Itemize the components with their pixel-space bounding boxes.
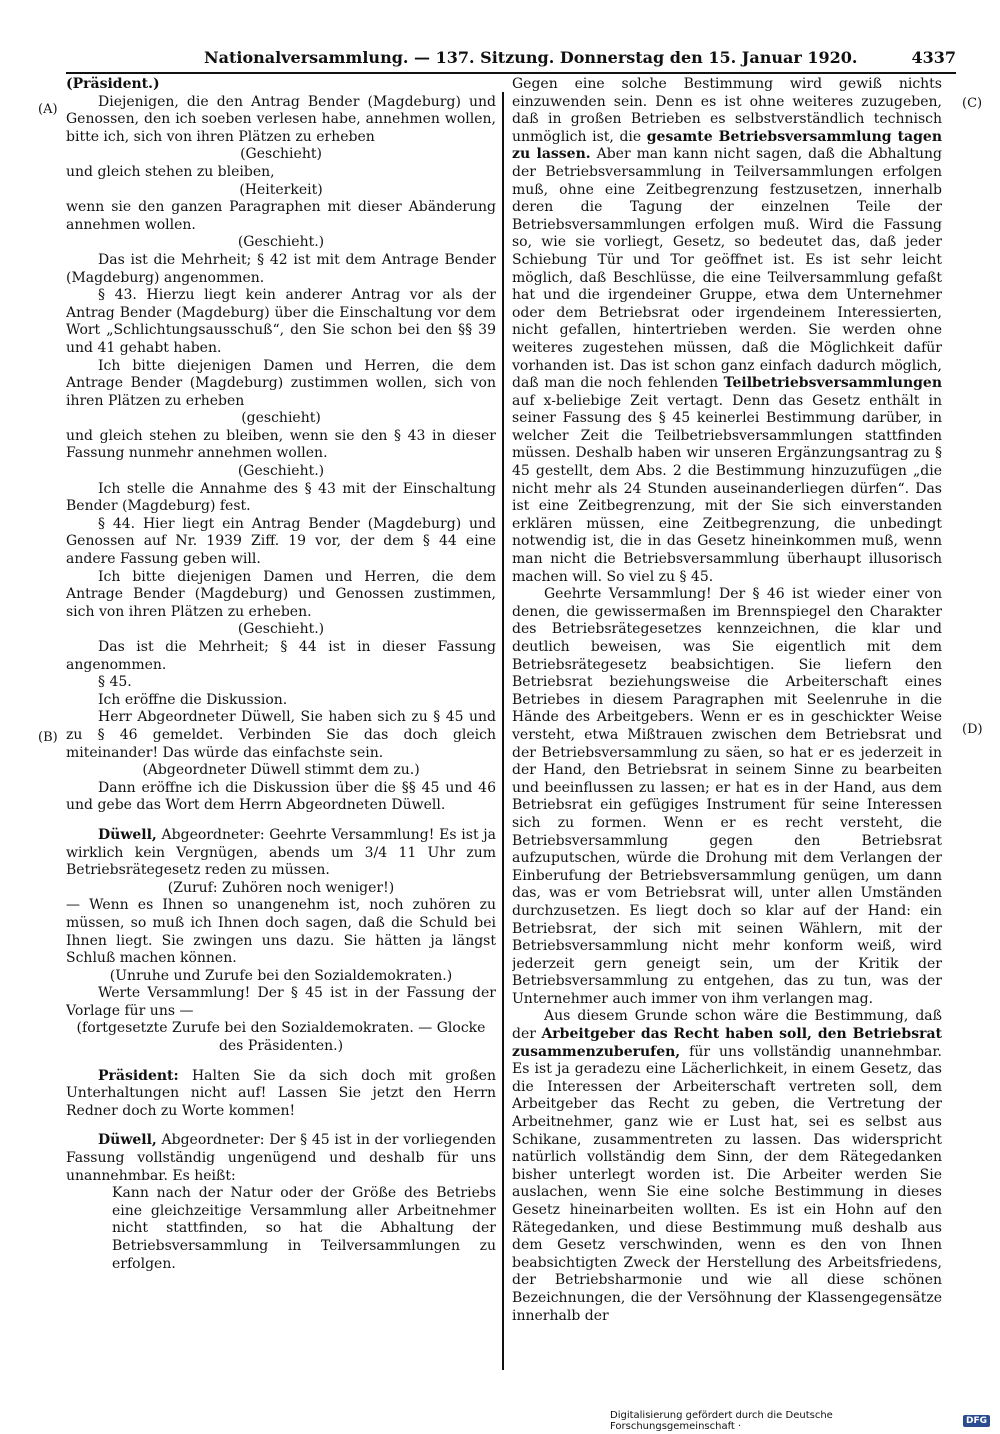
- text-run: Gegen eine solche Bestimmung wird gewiß nichts einzuwenden sein. Denn es ist ohne weiteres zuzugeben, daß in großen Betrieben es selbstverständlich technisch unmöglich ist, die: [512, 76, 942, 145]
- paragraph: Werte Versammlung! Der § 45 ist in der Fassung der Vorlage für uns —: [66, 985, 496, 1019]
- stage-direction: (fortgesetzte Zurufe bei den Sozialdemokraten. — Glocke des Präsidenten.): [76, 1020, 486, 1055]
- paragraph: Ich stelle die Annahme des § 43 mit der Einschaltung Bender (Magdeburg) fest.: [66, 480, 496, 515]
- column-divider: [502, 92, 504, 1370]
- speaker-name: Düwell,: [98, 826, 157, 843]
- text-run: Aber man kann nicht sagen, daß die Abhaltung der Betriebsversammlung in Teilversammlungen erfolgen muß, ohne eine Zeitbegrenzung festzusetzen, innerhalb deren die Tagung der einzelnen Teile der Betriebsversammlungen erfolgen muß. Wird die Fassung so, wie sie vorliegt, Gesetz, so bedeutet das, daß jeder Schiebung Tür und Tor geöffnet ist. Es ist sehr leicht möglich, daß Beschlüsse, die eine Teilversammlung gefaßt hat und die irgendeiner Gruppe, etwa dem Unternehmer oder dem Betriebsrat oder irgendeinem Interessierten, nicht gefallen, hintertrieben werden. Sie werden ohne weiteres zugestehen müssen, daß die Möglichkeit dafür vorhanden ist. Das ist schon ganz einfach dadurch möglich, daß man die noch fehlenden: [512, 146, 942, 392]
- speech-text: Abgeordneter: Der § 45 ist in der vorliegenden Fassung vollständig ungenügend und deshalb für uns unannehmbar. Es heißt:: [66, 1132, 496, 1184]
- paragraph: Diejenigen, die den Antrag Bender (Magdeburg) und Genossen, den ich soeben verlesen habe, annehmen wollen, bitte ich, sich von ihren Plätzen zu erheben: [66, 93, 496, 145]
- section-heading: § 45.: [98, 674, 132, 691]
- emphasis: gesamte Betriebsversammlung tagen zu lassen.: [512, 128, 942, 163]
- text-run: auf x-beliebige Zeit vertagt. Denn das Gesetz enthält in seiner Fassung des § 45 keinerlei Bestimmung darüber, in welcher Zeit die Teilbetriebsversammlungen stattfinden müssen. Deshalb haben wir unseren Ergänzungsantrag zu § 45 gestellt, dem Abs. 2 die Bestimmung hinzuzufügen „die nicht mehr als 24 Stunden auseinanderliegen dürfen“. Das ist eine Zeitbegrenzung, mit der Sie sich einverstanden erklären müssen, eine Zeitbegrenzung, die unbedingt notwendig ist, die in das Gesetz hineinkommen muß, wenn man nicht die Betriebsversammlung überhaupt illusorisch machen will. So viel zu § 45.: [512, 392, 942, 585]
- paragraph: § 43. Hierzu liegt kein anderer Antrag vor als der Antrag Bender (Magdeburg) über die Einschaltung vor dem Wort „Schlichtungsausschuß“, den Sie schon bei den §§ 39 und 41 gehabt haben.: [66, 287, 496, 356]
- paragraph: Ich bitte diejenigen Damen und Herren, die dem Antrage Bender (Magdeburg) und Genossen zustimmen, sich von ihren Plätzen zu erheben.: [66, 568, 496, 620]
- paragraph: § 44. Hier liegt ein Antrag Bender (Magdeburg) und Genossen auf Nr. 1939 Ziff. 19 vor, der dem § 44 eine andere Fassung geben will.: [66, 515, 496, 568]
- speech: [66, 1068, 496, 1121]
- paragraph: Herr Abgeordneter Düwell, Sie haben sich zu § 45 und zu § 46 gemeldet. Verbinden Sie das doch gleich miteinander! Das würde das einfachste sein.: [66, 709, 496, 761]
- speaker-label: (Präsident.): [66, 76, 160, 92]
- margin-marker-a: (A): [38, 102, 58, 117]
- paragraph: Geehrte Versammlung! Der § 46 ist wieder einer von denen, die gewissermaßen im Brennspiegel den Charakter des Betriebsrätegesetzes kennzeichnen, die klar und deutlich beweisen, was Sie eigentlich mit dem Betriebsrätegesetz beabsichtigen. Sie liefern den Betriebsrat beziehungsweise die Arbeiterschaft eines Betriebes in diesem Paragraphen mit Seelenruhe in die Hände des Arbeitgebers. Wenn er es in geschickter Weise versteht, etwa Mißtrauen zwischen dem Betriebsrat und der Betriebsversammlung zu säen, so hat er es jederzeit in der Hand, den Betriebsrat in seinem Sinne zu bearbeiten und beeinflussen zu lassen; er hat es in der Hand, aus dem Betriebsrat ein gefügiges Instrument für seine Interessen sich zu formen. Wenn er es recht versteht, die Betriebsversammlung gegen den Betriebsrat aufzuputschen, würde die Drohung mit dem Verlangen der Einberufung der Betriebsversammlung genügen, um dann das, was er vom Betriebsrat will, unter allen Umständen durchzusetzen. Es liegt doch so klar auf der Hand: ein Betriebsrat, der sich mit seinen Wählern, mit der Betriebsversammlung nicht mehr konform weiß, wird jederzeit gern geneigt sein, um der Kritik der Betriebsversammlung zu entgehen, das zu tun, was der Unternehmer auch immer von ihm verlangen mag.: [512, 586, 942, 1007]
- paragraph: — Wenn es Ihnen so unangenehm ist, noch zuhören zu müssen, so muß ich Ihnen doch sagen, daß die Schuld bei Ihnen liegt. Sie zwingen uns dazu. Sie hätten ja längst Schluß machen können.: [66, 897, 496, 967]
- page-number: 4337: [911, 48, 956, 67]
- paragraph: wenn sie den ganzen Paragraphen mit dieser Abänderung annehmen wollen.: [66, 199, 496, 233]
- paragraph: und gleich stehen zu bleiben, wenn sie den § 43 in dieser Fassung nunmehr annehmen wollen.: [66, 427, 496, 462]
- emphasis: Teilbetriebsversammlungen: [723, 375, 942, 392]
- digitization-footer: [610, 1410, 990, 1432]
- right-column: [512, 76, 942, 1376]
- margin-marker-b: (B): [38, 730, 58, 745]
- stage-direction: (Geschieht.): [237, 234, 325, 251]
- stage-direction: (Geschieht.): [237, 621, 325, 638]
- header-rule: [66, 72, 956, 74]
- text-run: Aus diesem Grunde schon wäre die Bestimmung, daß der: [512, 1008, 942, 1043]
- block-quote: Kann nach der Natur oder der Größe des Betriebs eine gleichzeitige Versammlung aller Arbeitnehmer nicht stattfinden, so hat die Abhaltung der Betriebsversammlung in Teilversammlungen zu erfolgen.: [112, 1185, 496, 1272]
- speech-text: Abgeordneter: Geehrte Versammlung! Es ist ja wirklich kein Vergnügen, abends um 3/4 11 Uhr zum Betriebsrätegesetz reden zu müssen.: [66, 826, 496, 879]
- footer-text: Digitalisierung gefördert durch die Deutsche Forschungsgemeinschaft ·: [610, 1410, 833, 1432]
- speech: [66, 1132, 496, 1185]
- stage-direction: (Abgeordneter Düwell stimmt dem zu.): [142, 762, 420, 779]
- margin-marker-c: (C): [962, 96, 983, 111]
- paragraph: Ich bitte diejenigen Damen und Herren, die dem Antrage Bender (Magdeburg) zustimmen wollen, sich von ihren Plätzen zu erheben: [66, 357, 496, 409]
- stage-direction: (Heiterkeit): [239, 181, 323, 198]
- speaker-name: Düwell,: [98, 1132, 157, 1149]
- emphasis: Arbeitgeber das Recht haben soll, den Betriebsrat zusammenzuberufen,: [512, 1026, 942, 1060]
- speech: [66, 827, 496, 880]
- stage-direction: (geschieht): [241, 410, 321, 427]
- left-column: [66, 76, 496, 1376]
- stage-direction: (Unruhe und Zurufe bei den Sozialdemokraten.): [109, 967, 453, 984]
- dfg-logo: DFG: [963, 1415, 990, 1427]
- paragraph: Das ist die Mehrheit; § 42 ist mit dem Antrage Bender (Magdeburg) angenommen.: [66, 251, 496, 286]
- speaker-name: Präsident:: [98, 1067, 179, 1084]
- stage-direction: (Geschieht): [240, 146, 322, 163]
- speech-text: Halten Sie da sich doch mit großen Unterhaltungen nicht auf! Lassen Sie jetzt den Herrn Redner doch zu Worte kommen!: [66, 1067, 496, 1119]
- page-header: [66, 44, 956, 70]
- text-run: für uns vollständig unannehmbar. Es ist ja geradezu eine Lächerlichkeit, in einem Gesetz, das die Interessen der Arbeiterschaft vertreten soll, dem Arbeitgeber das Recht zu geben, die Vertretung der Arbeitnehmer, ganz wie er Lust hat, sei es selbst aus Schikane, zusammentreten zu lassen. Das widerspricht natürlich vollständig dem Sinn, der dem Rätegedanken bisher unterlegt worden ist. Die Arbeiter werden Sie auslachen, wenn Sie eine solche Bestimmung in dieses Gesetz hineinarbeiten wollten. Es ist ein Hohn auf den Rätegedanken, und diese Bestimmung muß deshalb aus dem Gesetz verschwinden, wenn es den von Ihnen beabsichtigten Zweck der Herstellung des Arbeitsfriedens, der Betriebsharmonie und wie all diese schönen Bezeichnungen, die der Versöhnung der Klassengegensätze innerhalb der: [512, 1043, 942, 1324]
- margin-marker-d: (D): [962, 722, 983, 737]
- running-title: Nationalversammlung. — 137. Sitzung. Donnerstag den 15. Januar 1920.: [204, 48, 858, 67]
- paragraph: Dann eröffne ich die Diskussion über die §§ 45 und 46 und gebe das Wort dem Herrn Abgeordneten Düwell.: [66, 779, 496, 814]
- paragraph: Das ist die Mehrheit; § 44 ist in dieser Fassung angenommen.: [66, 639, 496, 673]
- paragraph: Ich eröffne die Diskussion.: [98, 691, 288, 708]
- stage-direction: (Geschieht.): [237, 463, 325, 480]
- paragraph: [512, 1008, 942, 1325]
- paragraph: [512, 76, 942, 586]
- paragraph: und gleich stehen zu bleiben,: [66, 163, 275, 180]
- stage-direction: (Zuruf: Zuhören noch weniger!): [167, 879, 395, 896]
